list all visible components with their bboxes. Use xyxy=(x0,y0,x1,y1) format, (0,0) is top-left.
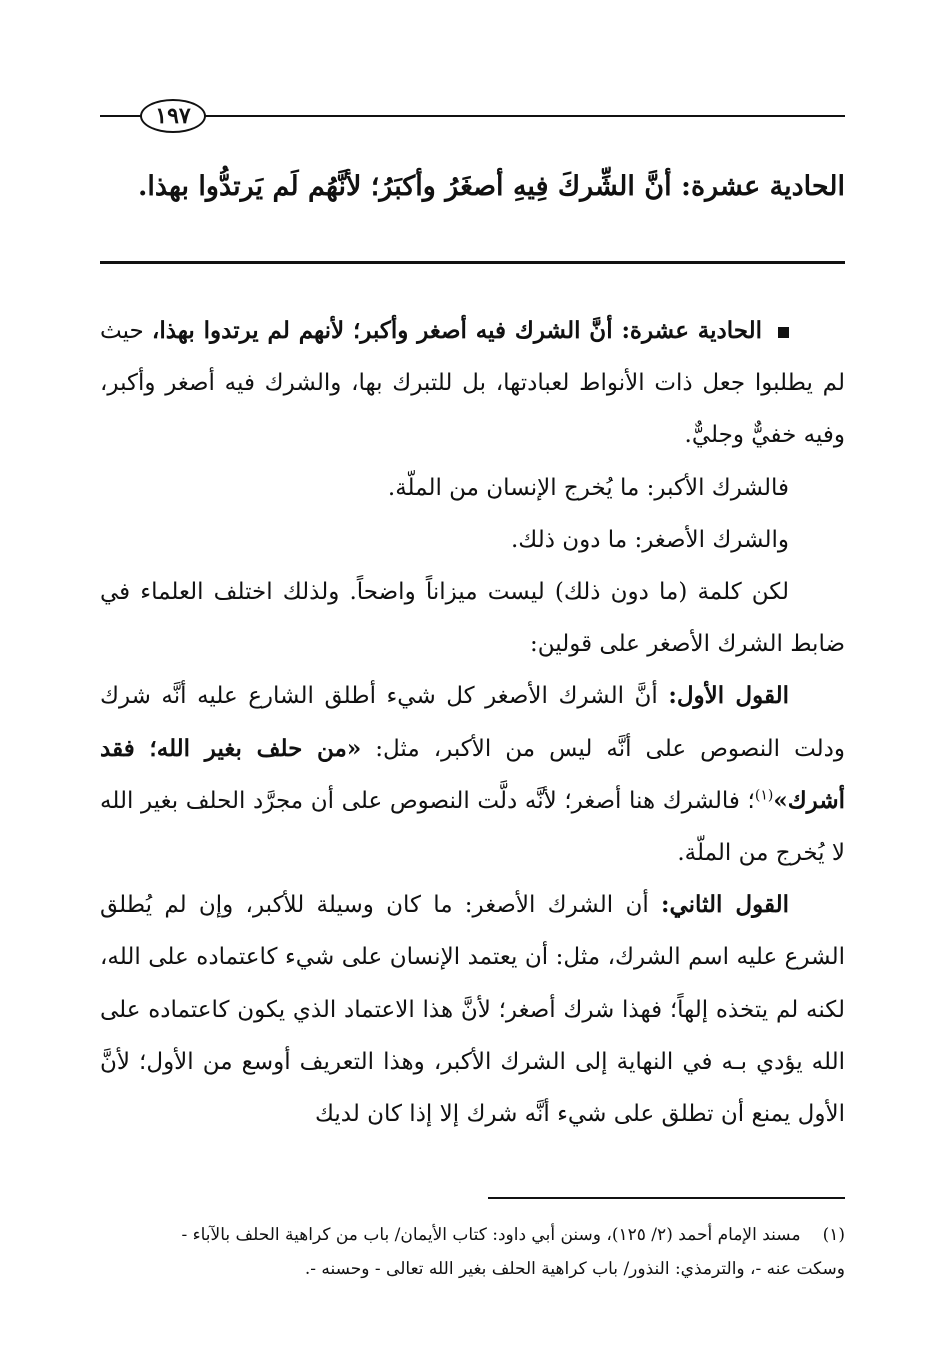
footnote-1-number: (١) xyxy=(822,1225,845,1245)
matn-body: أنَّ الشِّركَ فِيهِ أصغَرُ وأكبَرُ؛ لأنَّهُم لَم يَرتدُّوا بهذا. xyxy=(137,171,672,202)
paragraph-1-text: حيث لم يطلبوا جعل ذات الأنواط لعبادتها، بل للتبرك بها، والشرك فيه أصغر وأكبر، وفيه خفيٌّ وجليٌّ. xyxy=(100,318,845,449)
paragraph-6 xyxy=(100,879,845,1140)
paragraph-6-lead: القول الثاني: xyxy=(661,891,789,919)
paragraph-3: والشرك الأصغر: ما دون ذلك. xyxy=(511,526,789,553)
footnote-reference[interactable]: (١) xyxy=(754,787,774,804)
paragraph-1 xyxy=(100,305,845,462)
paragraph-5-lead: القول الأول: xyxy=(668,682,789,710)
paragraph-5-text-a: أنَّ الشرك الأصغر كل شيء أطلق الشارع عليه أنَّه شرك ودلت النصوص على أنَّه ليس من الأكبر، مثل: xyxy=(100,683,846,762)
footnote-rule xyxy=(488,1197,845,1199)
paragraph-1-lead: الحادية عشرة: أنَّ الشرك فيه أصغر وأكبر؛ لأنهم لم يرتدوا بهذا، xyxy=(151,317,762,344)
paragraph-2: فالشرك الأكبر: ما يُخرج الإنسان من الملّة. xyxy=(387,474,789,501)
commentary xyxy=(100,305,845,1140)
paragraph-5-text-b: ؛ فالشرك هنا أصغر؛ لأنَّه دلَّت النصوص على أن مجرَّد الحلف بغير الله لا يُخرج من الملّة. xyxy=(100,787,845,867)
square-bullet-icon xyxy=(778,327,789,338)
footnote-1-line-1 xyxy=(100,1218,845,1252)
matn-lead: الحادية عشرة: xyxy=(680,171,845,202)
paragraph-5 xyxy=(100,670,845,879)
page-number: ١٩٧ xyxy=(140,99,206,133)
section-divider xyxy=(100,261,845,264)
header-rule xyxy=(100,115,845,117)
footnotes xyxy=(100,1218,845,1286)
footnote-1-text-1: مسند الإمام أحمد (٢/ ١٢٥)، وسنن أبي داود: كتاب الأيمان/ باب من كراهية الحلف بالآباء - xyxy=(181,1225,801,1245)
paragraph-4: لكن كلمة (ما دون ذلك) ليست ميزاناً واضحاً. ولذلك اختلف العلماء في ضابط الشرك الأصغر على قولين: xyxy=(100,579,845,658)
hadith-quote: «من حلف بغير الله؛ فقد أشرك» xyxy=(100,734,845,814)
paragraph-6-text: أن الشرك الأصغر: ما كان وسيلة للأكبر، وإن لم يُطلق الشرع عليه اسم الشرك، مثل: أن يعتمد الإنسان على شيء كاعتماده على الله، لكنه لم يتخذه إلهاً؛ فهذا شرك أصغر؛ لأنَّ هذا الاعتماد الذي يكون كاعتماده على الله يؤدي بـه في النهاية إلى الشرك الأكبر، وهذا التعريف أوسع من الأول؛ لأنَّ الأول يمنع أن تطلق على شيء أنَّه شرك إلا إذا كان لديك xyxy=(100,892,845,1128)
footnote-1-line-2: وسكت عنه -، والترمذي: النذور/ باب كراهية الحلف بغير الله تعالى - وحسنه -. xyxy=(304,1259,845,1279)
matn-text xyxy=(100,162,845,212)
